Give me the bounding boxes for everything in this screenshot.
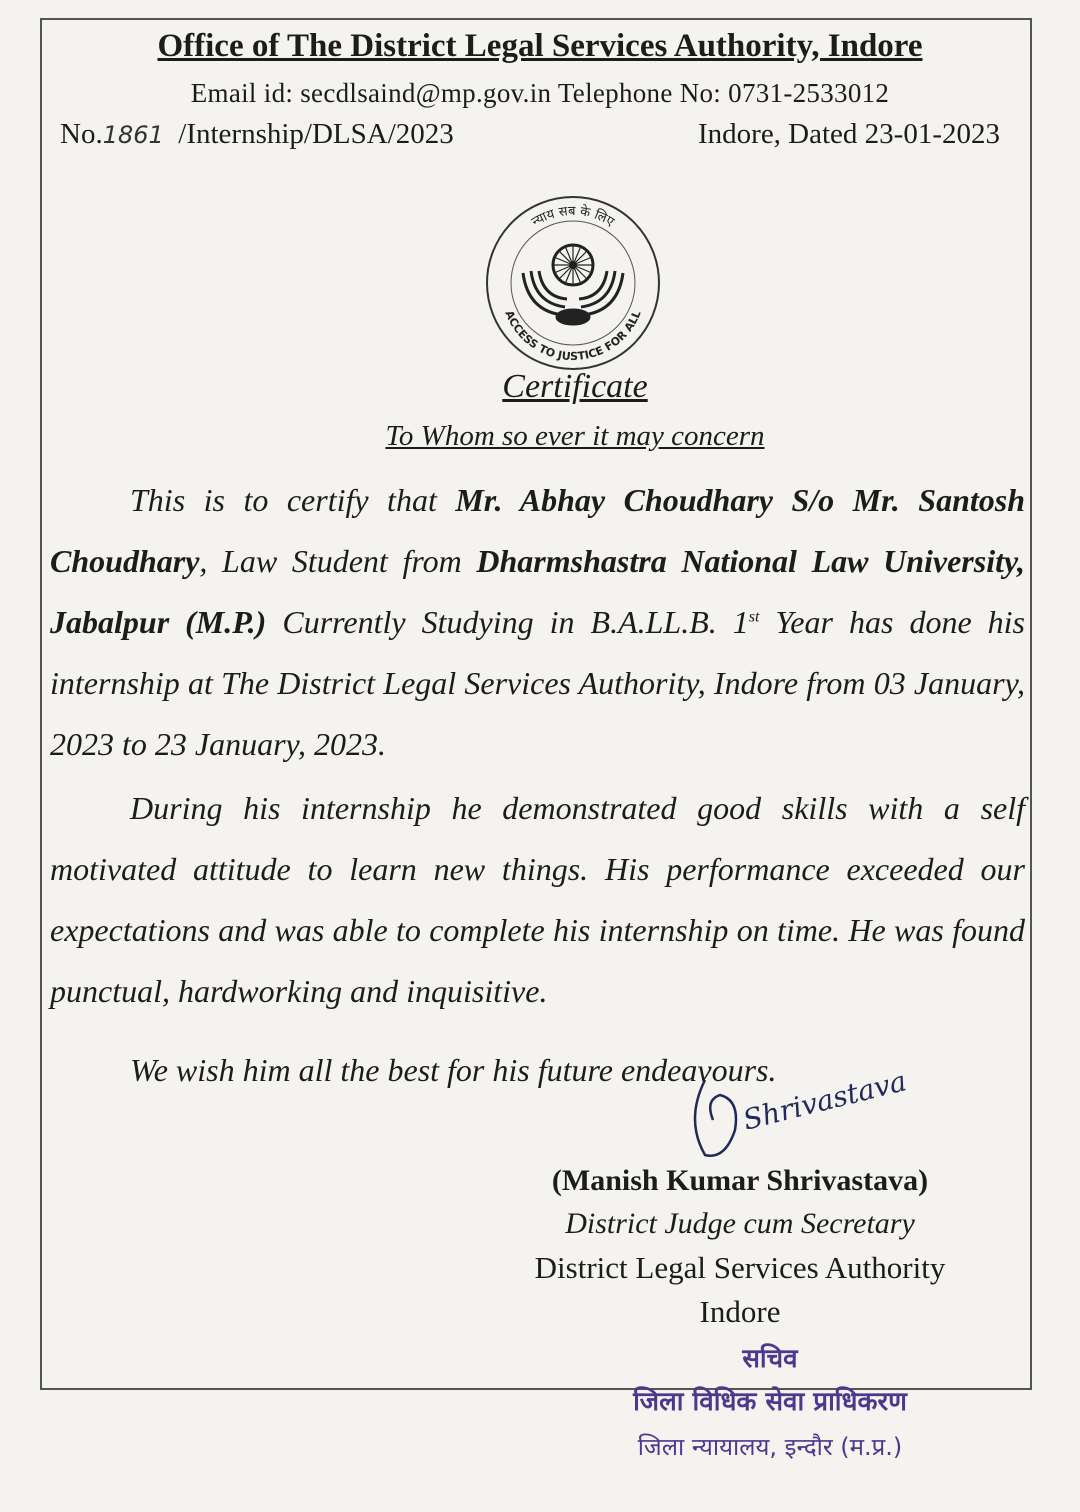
official-stamp [540,1338,1000,1470]
paragraph-performance: During his internship he demonstrated good skills with a self motivated attitude to learn new things. His performance exceeded our expectations and was able to complete his internship on time. He was found punctual, hardworking and inquisitive. [50,790,1025,1009]
logo-top-text: न्याय सब के लिए [529,203,617,230]
stamp-line-1: सचिव [742,1344,798,1374]
logo-bottom-text: ACCESS TO JUSTICE FOR ALL [502,308,644,364]
signatory-designation: District Judge cum Secretary [565,1207,915,1240]
signatory-city: Indore [699,1294,781,1329]
student-name: Mr. Abhay Choudhary S/o Mr. Santosh Choudhary [50,482,1026,579]
office-title: Office of The District Legal Services Authority, Indore [157,28,923,64]
certificate-title: Certificate [502,368,648,405]
university-name: Dharmshastra National Law University, Jabalpur (M.P.) [50,543,1026,640]
signatory-name: (Manish Kumar Shrivastava) [551,1164,929,1197]
reference-handwritten-number: 1861 [102,121,164,149]
svg-text:Shrivastava: Shrivastava [739,1064,910,1137]
stamp-line-3: जिला न्यायालय, इन्दौर (म.प्र.) [637,1433,903,1461]
handwritten-signature [665,1060,925,1170]
signatory-block [480,1160,1000,1334]
letter-date: Indore, Dated 23-01-2023 [698,118,1000,150]
chakra-icon [553,245,593,285]
signatory-organization: District Legal Services Authority [534,1250,946,1285]
reference-number: No.1861 /Internship/DLSA/2023 [60,118,454,150]
contact-line: Email id: secdlsaind@mp.gov.in Telephone No: 0731-2533012 [190,78,890,108]
nalsa-emblem-logo [483,193,663,373]
paragraph-certify: This is to certify that Mr. Abhay Choudhary S/o Mr. Santosh Choudhary, Law Student from Dharmshastra National Law University, Jabalpur (M.P.) Currently Studying in B.A.LL.B. 1st Year has done his internship at The District Legal Services Authority, Indore from 03 January, 2023 to 23 January, 2023. [50,482,1026,762]
paragraph-wishes: We wish him all the best for his future endeavours. [130,1052,777,1088]
certificate-subtitle: To Whom so ever it may concern [385,420,765,452]
stamp-line-2: जिला विधिक सेवा प्राधिकरण [633,1387,907,1417]
